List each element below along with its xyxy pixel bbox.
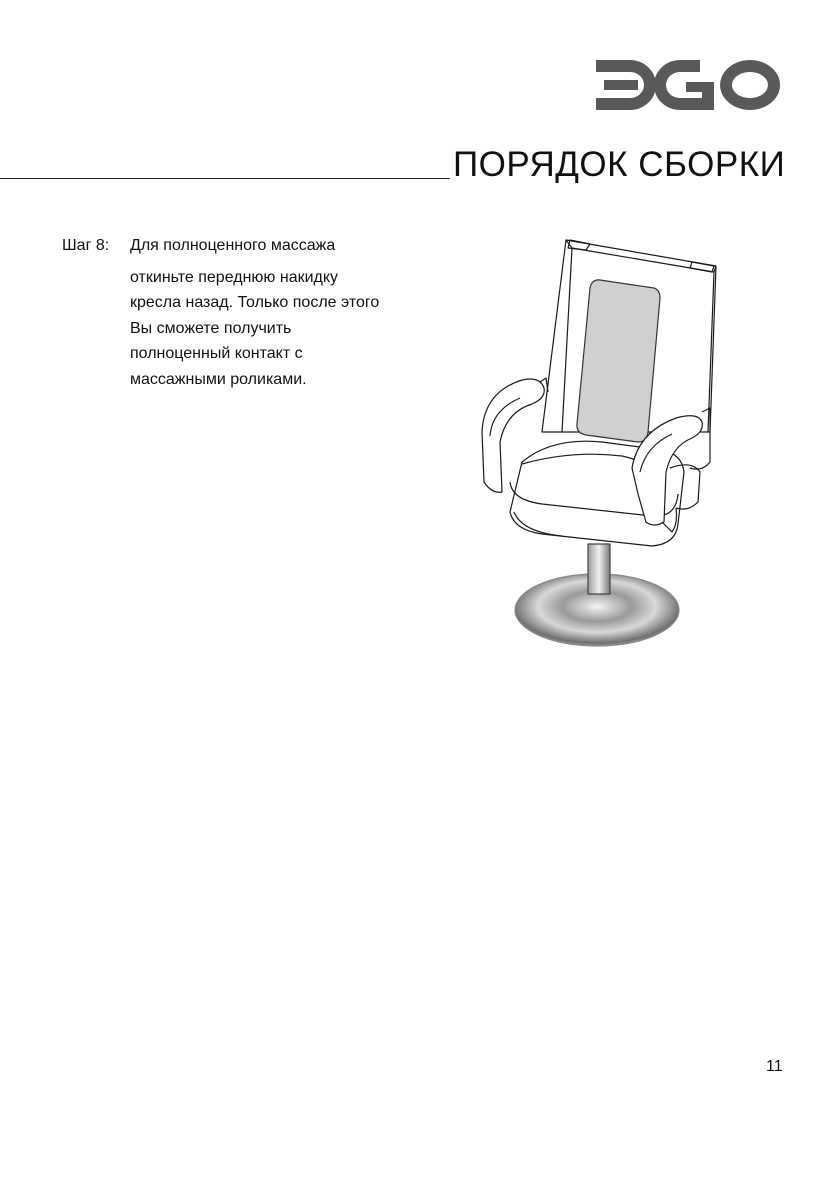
section-title: ПОРЯДОК СБОРКИ bbox=[453, 145, 786, 184]
step-text bbox=[130, 236, 430, 395]
header-rule bbox=[0, 178, 450, 179]
step-line: Для полноценного массажа bbox=[130, 237, 336, 254]
step-line: кресла назад. Только после этого bbox=[130, 294, 380, 311]
ego-logo bbox=[590, 52, 786, 118]
massage-chair-illustration bbox=[462, 232, 722, 652]
page-number: 11 bbox=[766, 1058, 783, 1075]
step-line: Вы сможете получить bbox=[130, 319, 292, 337]
step-line: полноценный контакт с bbox=[130, 345, 303, 362]
step-label: Шаг 8: bbox=[62, 237, 110, 254]
step-line: массажными роликами. bbox=[130, 370, 307, 388]
step-line: откиньте переднюю накидку bbox=[130, 268, 339, 286]
